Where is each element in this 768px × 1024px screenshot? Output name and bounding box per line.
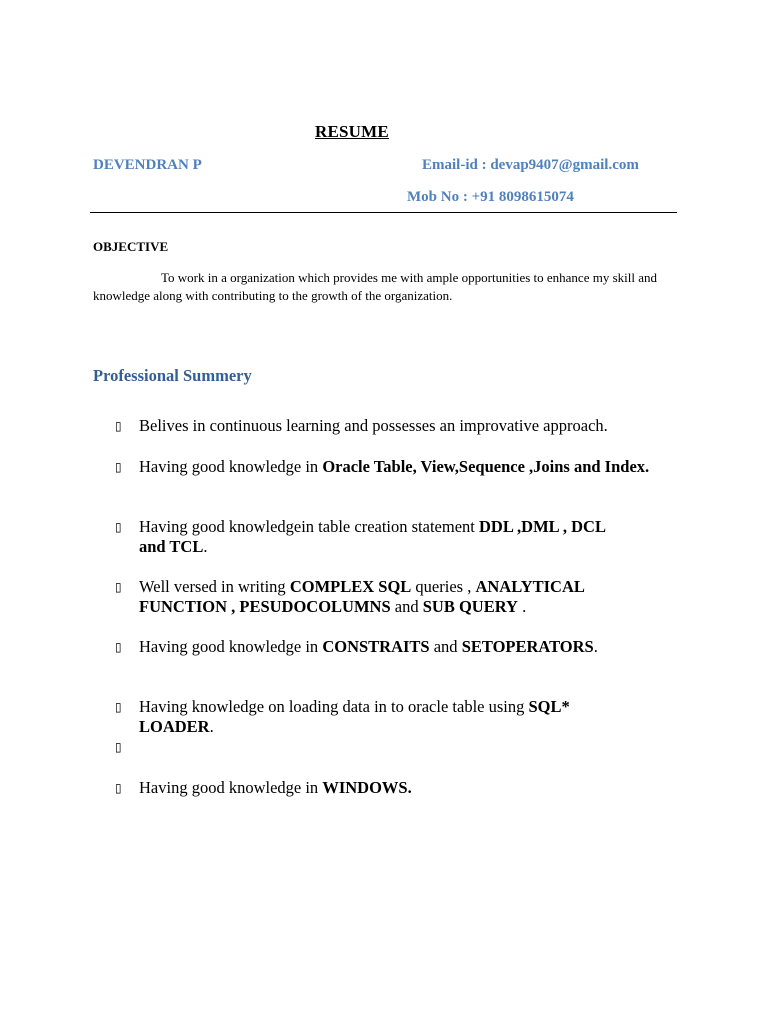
item-text-bold: SETOPERATORS	[461, 637, 594, 656]
bullet-icon: ▯	[115, 740, 122, 754]
bullet-icon: ▯	[115, 700, 122, 714]
bullet-icon: ▯	[115, 460, 122, 474]
item-text-plain: .	[517, 597, 527, 616]
item-text-plain: .	[593, 637, 598, 656]
mobile-line: Mob No : +91 8098615074	[407, 189, 574, 205]
bullet-icon: ▯	[115, 640, 122, 654]
summary-item	[139, 457, 669, 477]
item-text-plain: Having good knowledge in	[139, 637, 323, 656]
bullet-icon: ▯	[115, 520, 122, 534]
item-text-bold: CONSTRAITS	[322, 637, 430, 656]
item-text-plain: Having knowledge on loading data in to oracle table using	[139, 697, 529, 716]
bullet-icon: ▯	[115, 419, 122, 433]
item-text-plain: and	[429, 637, 462, 656]
summary-item	[139, 416, 669, 436]
summary-item	[139, 778, 669, 798]
item-text-plain: .	[203, 537, 208, 556]
summary-item	[139, 637, 669, 657]
objective-text: To work in a organization which provides me with ample opportunities to enhance my skill and knowledge along with contributing to the growth of the organization.	[93, 270, 657, 303]
item-text-plain: Well versed in writing	[139, 577, 290, 596]
item-text-plain: queries ,	[411, 577, 476, 596]
item-text-plain: Belives in continuous learning and possesses an improvative approach.	[139, 416, 608, 435]
summary-heading: Professional Summery	[93, 366, 252, 385]
item-text-plain: Having good knowledge in	[139, 457, 323, 476]
candidate-name: DEVENDRAN P	[93, 157, 202, 173]
bullet-icon: ▯	[115, 781, 122, 795]
summary-item	[139, 577, 644, 617]
item-text-bold: SQL* LOADER	[139, 697, 570, 736]
objective-heading: OBJECTIVE	[93, 239, 169, 254]
email-line: Email-id : devap9407@gmail.com	[422, 157, 639, 173]
item-text-bold: COMPLEX SQL	[289, 577, 412, 596]
item-text-bold: DDL ,DML , DCL and TCL	[139, 517, 606, 556]
summary-item	[139, 517, 624, 557]
header-divider	[90, 212, 677, 213]
resume-title: RESUME	[315, 122, 389, 141]
item-text-bold: WINDOWS.	[322, 778, 412, 797]
bullet-icon: ▯	[115, 580, 122, 594]
item-text-plain: Having good knowledgein table creation statement	[139, 517, 479, 536]
item-text-bold: ANALYTICAL FUNCTION , PESUDOCOLUMNS	[139, 577, 584, 616]
item-text-bold: SUB QUERY	[422, 597, 518, 616]
item-text-plain: and	[390, 597, 423, 616]
item-text-plain: Having good knowledge in	[139, 778, 323, 797]
summary-item	[139, 697, 629, 737]
item-text-plain: .	[209, 717, 214, 736]
item-text-bold: Oracle Table, View,Sequence ,Joins and Index.	[322, 457, 650, 476]
